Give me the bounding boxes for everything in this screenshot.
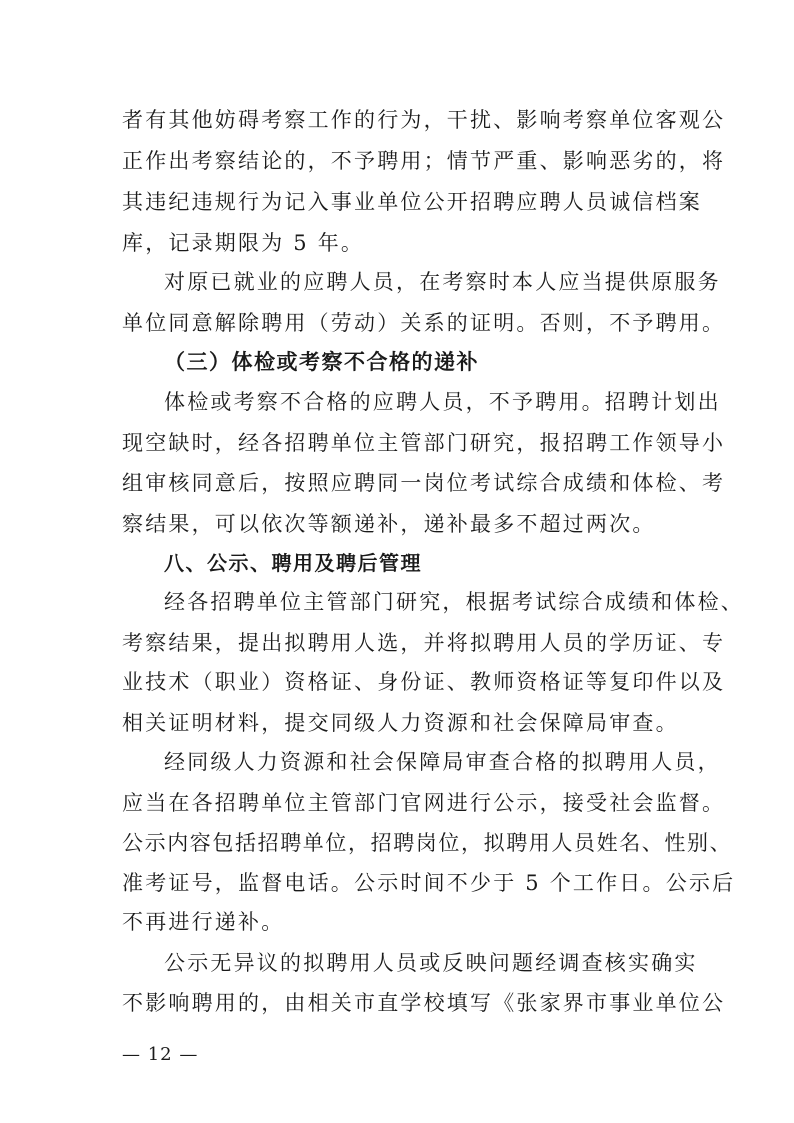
body-text-line: 对原已就业的应聘人员，在考察时本人应当提供原服务 [164,270,721,294]
body-text-line: 不再进行递补。 [122,910,285,934]
body-text-line: 不影响聘用的，由相关市直学校填写《张家界市事业单位公 [122,991,726,1015]
body-text-line: 单位同意解除聘用（劳动）关系的证明。否则，不予聘用。 [122,311,726,335]
body-text-line: 应当在各招聘单位主管部门官网进行公示，接受社会监督。 [122,791,726,815]
subsection-heading: （三）体检或考察不合格的递补 [164,349,479,374]
body-text-line: 库，记录期限为 5 年。 [122,231,365,255]
section-heading: 八、公示、聘用及聘后管理 [164,551,422,575]
body-text-line: 者有其他妨碍考察工作的行为，干扰、影响考察单位客观公 [122,108,726,132]
body-text-line: 经各招聘单位主管部门研究，根据考试综合成绩和体检、 [164,590,744,614]
body-text-line: 公示内容包括招聘单位，招聘岗位，拟聘用人员姓名、性别、 [122,831,733,855]
body-text-line: 其违纪违规行为记入事业单位公开招聘应聘人员诚信档案 [122,190,702,214]
body-text-line: 准考证号，监督电话。公示时间不少于 5 个工作日。公示后 [122,871,736,895]
body-text-line: 体检或考察不合格的应聘人员，不予聘用。招聘计划出 [164,390,721,414]
body-text-line: 正作出考察结论的，不予聘用；情节严重、影响恶劣的，将 [122,149,726,173]
body-text-line: 相关证明材料，提交同级人力资源和社会保障局审查。 [122,711,679,735]
body-text-line: 公示无异议的拟聘用人员或反映问题经调查核实确实 [164,951,698,975]
body-text-line: 组审核同意后，按照应聘同一岗位考试综合成绩和体检、考 [122,471,726,495]
body-text-line: 考察结果，提出拟聘用人选，并将拟聘用人员的学历证、专 [122,631,726,655]
body-text-line: 经同级人力资源和社会保障局审查合格的拟聘用人员， [164,750,721,774]
body-text-line: 业技术（职业）资格证、身份证、教师资格证等复印件以及 [122,670,726,694]
body-text-line: 现空缺时，经各招聘单位主管部门研究，报招聘工作领导小 [122,431,726,455]
body-text-line: 察结果，可以依次等额递补，递补最多不超过两次。 [122,512,656,536]
page-number: — 12 — [122,1044,199,1065]
